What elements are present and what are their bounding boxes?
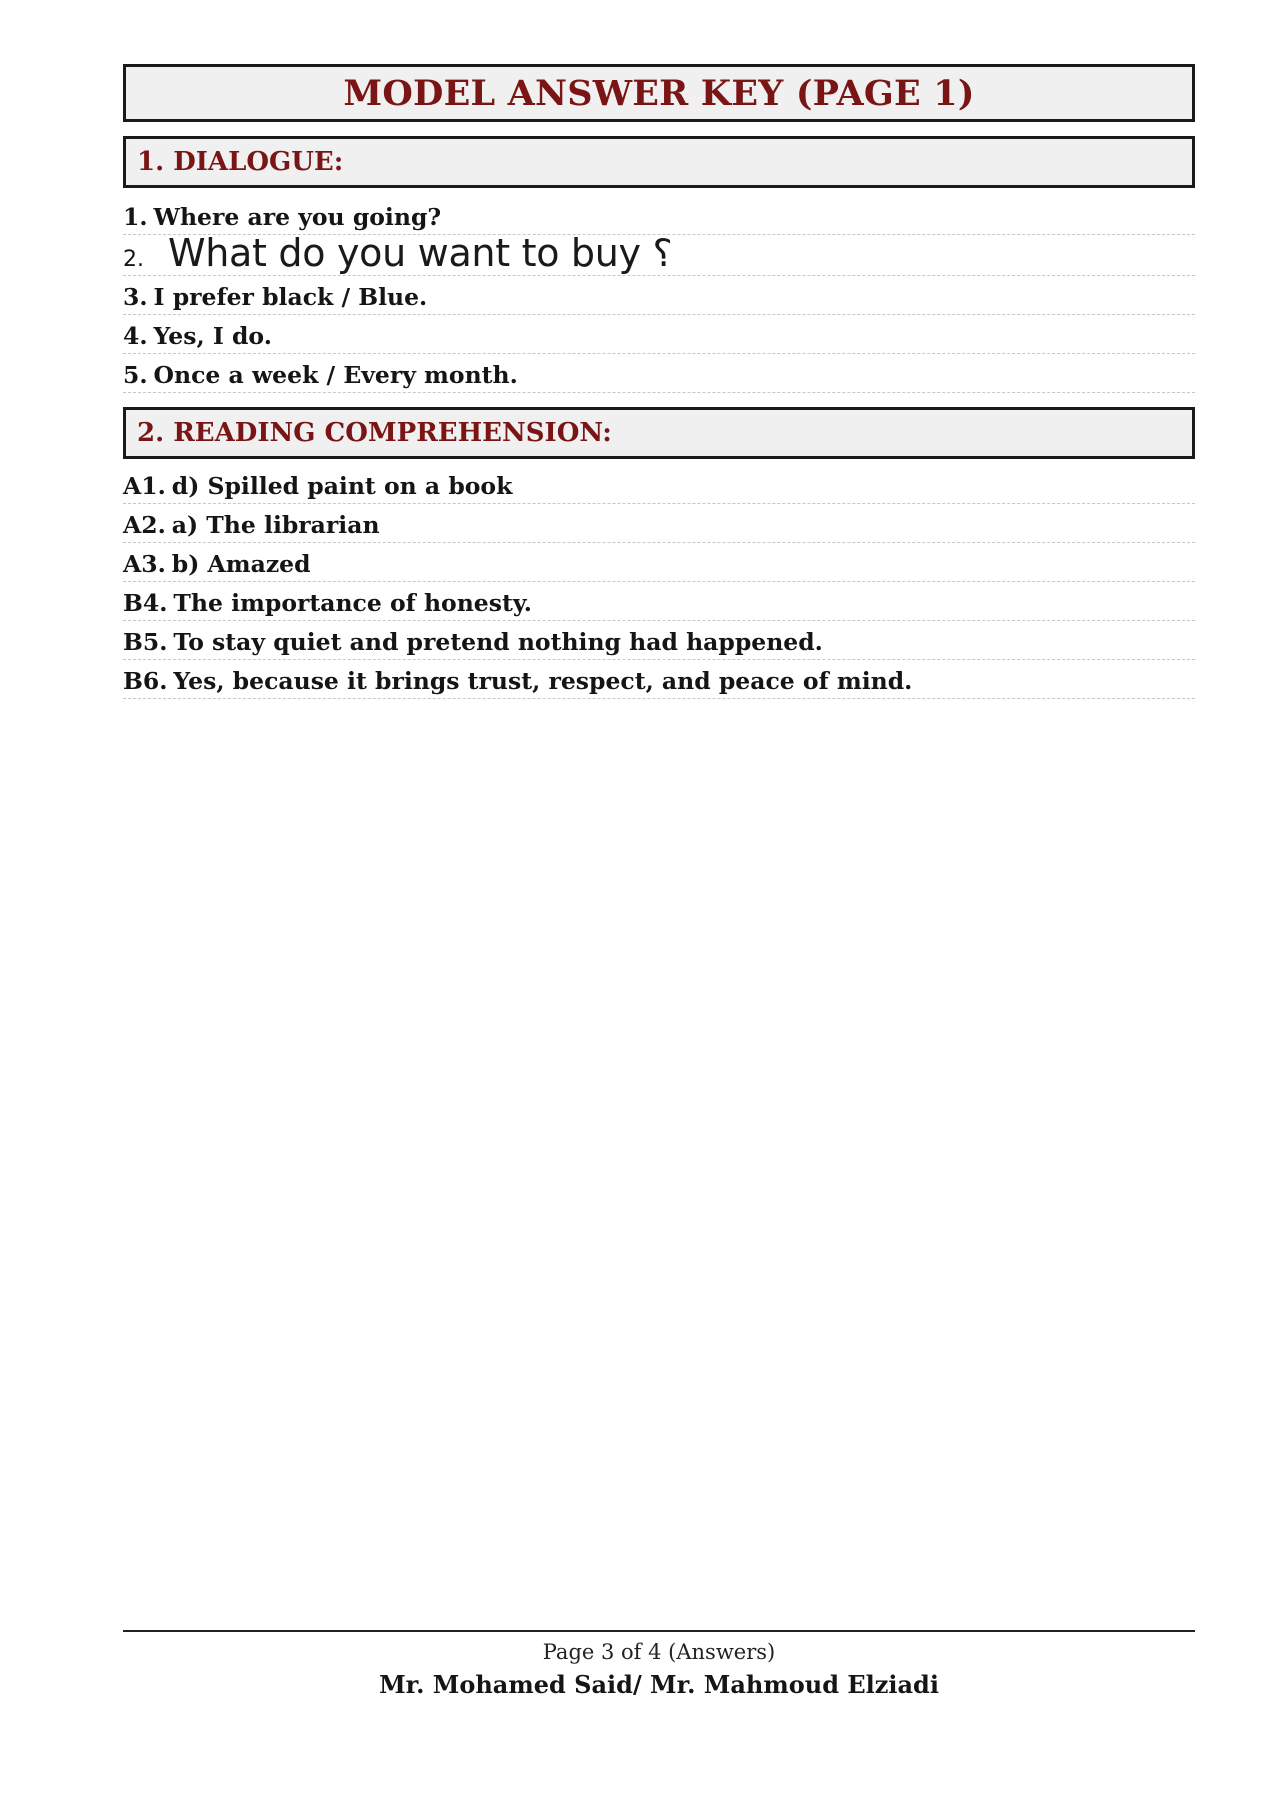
answer-text: The importance of honesty. (173, 589, 532, 617)
section-heading: 2. READING COMPREHENSION: (137, 418, 612, 448)
section-header-reading (123, 407, 1195, 459)
answer-number: B6. (123, 667, 168, 695)
answer-number: B4. (123, 589, 168, 617)
footer-divider (123, 1630, 1195, 1632)
answer-line (123, 582, 1195, 621)
answer-number: 4. (123, 322, 148, 350)
answer-line (123, 465, 1195, 504)
answer-number: 2. (123, 247, 144, 272)
answer-line (123, 196, 1195, 235)
page-footer (123, 1630, 1195, 1699)
answer-key-page (123, 64, 1195, 699)
author-credits: Mr. Mohamed Said/ Mr. Mahmoud Elziadi (379, 1670, 939, 1699)
answer-text: b) Amazed (171, 550, 311, 578)
answer-line (123, 276, 1195, 315)
answer-text: Where are you going? (153, 203, 442, 231)
answer-line (123, 504, 1195, 543)
answer-number: 1. (123, 203, 148, 231)
answer-line (123, 621, 1195, 660)
answer-line (123, 231, 1195, 276)
section-heading: 1. DIALOGUE: (137, 147, 344, 177)
section-header-dialogue (123, 136, 1195, 188)
answer-number: A3. (123, 550, 166, 578)
answer-number: 5. (123, 361, 148, 389)
answer-number: A2. (123, 511, 166, 539)
answer-text: What do you want to buy ؟ (168, 231, 673, 275)
answer-text: d) Spilled paint on a book (171, 472, 513, 500)
answer-text: a) The librarian (171, 511, 380, 539)
page-title: MODEL ANSWER KEY (PAGE 1) (343, 72, 975, 114)
answer-text: Once a week / Every month. (153, 361, 518, 389)
answer-text: To stay quiet and pretend nothing had happened. (173, 628, 823, 656)
answer-text: Yes, because it brings trust, respect, and peace of mind. (173, 667, 913, 695)
answer-line (123, 354, 1195, 393)
answer-text: Yes, I do. (153, 322, 272, 350)
answer-text: I prefer black / Blue. (153, 283, 428, 311)
answer-line (123, 315, 1195, 354)
answer-number: A1. (123, 472, 166, 500)
reading-answer-list (123, 465, 1195, 699)
dialogue-answer-list (123, 196, 1195, 393)
title-banner (123, 64, 1195, 122)
answer-number: B5. (123, 628, 168, 656)
answer-number: 3. (123, 283, 148, 311)
page-number: Page 3 of 4 (Answers) (542, 1640, 776, 1664)
answer-line (123, 543, 1195, 582)
answer-line (123, 660, 1195, 699)
